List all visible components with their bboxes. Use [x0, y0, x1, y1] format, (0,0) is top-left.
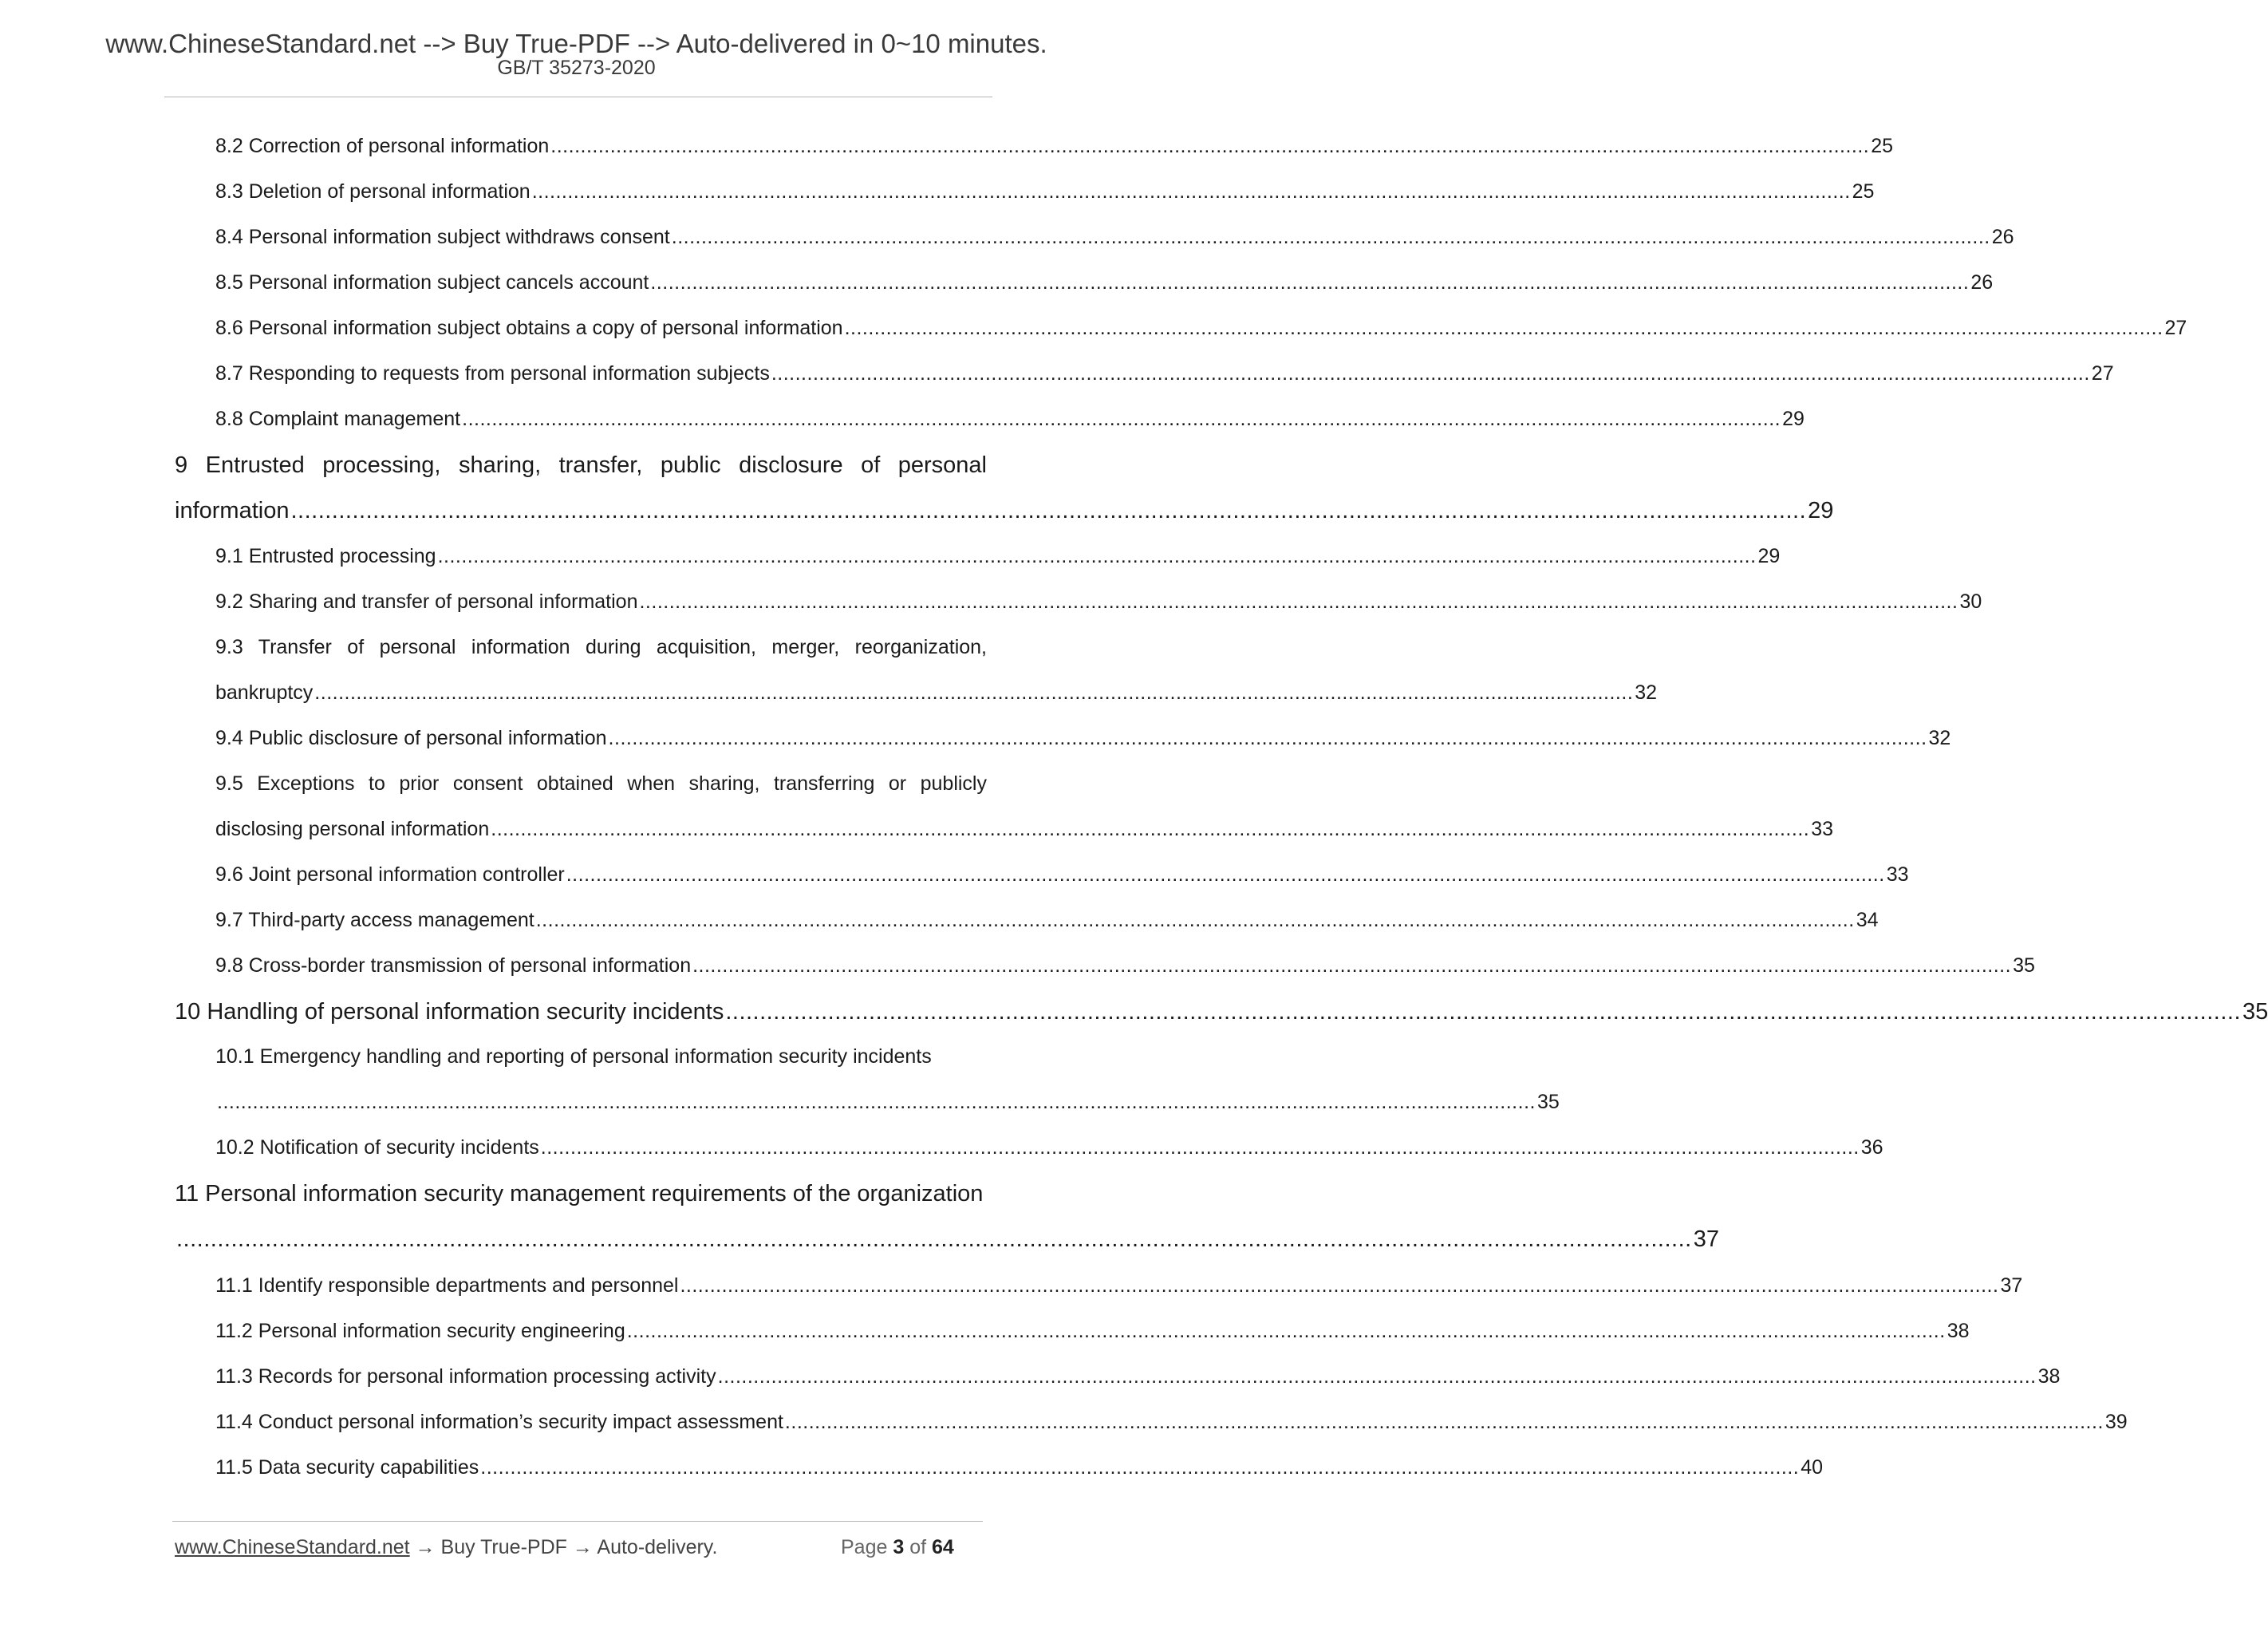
toc-leader: .............................................................................................................................................................................................................................. — [550, 135, 1870, 157]
toc-entry-title: 10.1 Emergency handling and reporting of personal information security incidents — [215, 1045, 932, 1068]
toc-entry[interactable] — [215, 1410, 2128, 1434]
toc-leader: .............................................................................................................................................................................................................................. — [314, 681, 1634, 704]
toc-leader: .............................................................................................................................................................................................................................. — [540, 1136, 1860, 1159]
toc-entry-page: 38 — [1947, 1320, 1970, 1342]
toc-leader: .............................................................................................................................................................................................................................. — [566, 863, 1885, 886]
toc-leader: .............................................................................................................................................................................................................................. — [717, 1365, 2037, 1388]
toc-entry-page: 27 — [2164, 317, 2187, 339]
toc-entry-title: 9.2 Sharing and transfer of personal information — [215, 590, 638, 613]
toc-chapter-line2[interactable] — [175, 497, 1834, 524]
toc-leader: .............................................................................................................................................................................................................................. — [626, 1320, 1946, 1342]
toc-entry-title: 11.5 Data security capabilities — [215, 1456, 479, 1479]
toc-entry-page: 32 — [1635, 681, 1658, 704]
footer-divider — [172, 1521, 983, 1522]
toc-entry[interactable] — [215, 1135, 1883, 1159]
toc-leader: .............................................................................................................................................................................................................................. — [462, 408, 1781, 430]
toc-leader: .............................................................................................................................................................................................................................. — [491, 818, 1810, 840]
toc-entry-title: 8.6 Personal information subject obtains a copy of personal information — [215, 317, 843, 339]
toc-leader: .............................................................................................................................................................................................................................. — [290, 498, 1807, 523]
toc-entry[interactable] — [215, 271, 1994, 294]
toc-entry-line2[interactable] — [215, 817, 1834, 841]
toc-entry-title: 10.2 Notification of security incidents — [215, 1136, 539, 1159]
toc-entry[interactable] — [215, 1455, 1824, 1479]
toc-entry-title-cont: bankruptcy — [215, 681, 314, 704]
toc-entry-page: 26 — [1991, 226, 2014, 248]
footer-promo — [175, 1536, 717, 1559]
toc-entry-page: 32 — [1928, 727, 1951, 749]
standard-code: GB/T 35273-2020 — [497, 57, 656, 79]
toc-entry-title: 9.5 Exceptions to prior consent obtained when sharing, transferring or publicly — [215, 772, 987, 795]
toc-entry-page: 25 — [1871, 135, 1894, 157]
toc-leader: .............................................................................................................................................................................................................................. — [725, 999, 2242, 1025]
toc-entry-title: 11.3 Records for personal information processing activity — [215, 1365, 716, 1388]
toc-entry-title: 8.7 Responding to requests from personal information subjects — [215, 362, 770, 385]
toc-entry-page: 35 — [2013, 954, 2035, 977]
toc-entry-line1[interactable] — [215, 772, 987, 796]
toc-entry-title: 9.3 Transfer of personal information during acquisition, merger, reorganization, — [215, 636, 987, 658]
site-banner: www.ChineseStandard.net --> Buy True-PDF --> Auto-delivered in 0~10 minutes. — [105, 29, 1047, 58]
toc-leader: .............................................................................................................................................................................................................................. — [784, 1411, 2104, 1433]
toc-chapter-title-cont: information — [175, 498, 290, 523]
toc-entry[interactable] — [215, 1319, 1970, 1343]
page-label: Page — [841, 1536, 888, 1558]
toc-chapter-line1[interactable] — [175, 1180, 987, 1207]
toc-entry-page: 33 — [1811, 818, 1834, 840]
toc-entry-title: 8.3 Deletion of personal information — [215, 180, 531, 203]
toc-leader: .............................................................................................................................................................................................................................. — [217, 1091, 1536, 1113]
toc-entry-page: 30 — [1959, 590, 1982, 613]
toc-entry-title: 11.2 Personal information security engineering — [215, 1320, 625, 1342]
page-of: of — [909, 1536, 927, 1558]
toc-chapter-title: 9 Entrusted processing, sharing, transfer, public disclosure of personal — [175, 452, 987, 478]
page-total: 64 — [932, 1536, 954, 1558]
toc-entry-page: 37 — [1693, 1226, 1719, 1252]
toc-entry-page: 33 — [1886, 863, 1909, 886]
toc-leader: .............................................................................................................................................................................................................................. — [680, 1274, 1999, 1297]
toc-entry[interactable] — [215, 726, 1951, 750]
toc-entry[interactable] — [215, 954, 2035, 977]
toc-entry-title-cont: disclosing personal information — [215, 818, 490, 840]
toc-leader: .............................................................................................................................................................................................................................. — [531, 180, 1851, 203]
toc-entry[interactable] — [215, 225, 2014, 249]
toc-entry[interactable] — [215, 180, 1875, 203]
footer-promo-text: → Buy True-PDF → Auto-delivery. — [409, 1536, 718, 1558]
toc-entry[interactable] — [215, 316, 2187, 340]
toc-entry-page: 35 — [2242, 999, 2268, 1025]
toc-entry-page: 39 — [2104, 1411, 2128, 1433]
toc-leader: .............................................................................................................................................................................................................................. — [650, 271, 1970, 294]
toc-leader: .............................................................................................................................................................................................................................. — [437, 545, 1757, 567]
toc-entry-page: 40 — [1801, 1456, 1824, 1479]
toc-leader: .............................................................................................................................................................................................................................. — [176, 1226, 1692, 1252]
toc-entry-page: 29 — [1808, 498, 1834, 523]
toc-chapter-line1[interactable] — [175, 452, 987, 479]
toc-entry-title: 11.4 Conduct personal information’s security impact assessment — [215, 1411, 783, 1433]
toc-entry-title: 8.2 Correction of personal information — [215, 135, 550, 157]
toc-entry-page: 36 — [1860, 1136, 1883, 1159]
toc-entry-title: 9.1 Entrusted processing — [215, 545, 436, 567]
toc-entry-line1[interactable] — [215, 1045, 987, 1068]
toc-leader: .............................................................................................................................................................................................................................. — [692, 954, 2012, 977]
footer-site-link[interactable]: www.ChineseStandard.net — [175, 1536, 410, 1558]
toc-chapter-line2[interactable] — [175, 1226, 1719, 1253]
toc-entry-title: 9.8 Cross-border transmission of personal information — [215, 954, 692, 977]
toc-entry-title: 8.4 Personal information subject withdraws consent — [215, 226, 670, 248]
toc-entry-page: 38 — [2037, 1365, 2061, 1388]
toc-entry[interactable] — [215, 134, 1894, 158]
toc-leader: .............................................................................................................................................................................................................................. — [608, 727, 1927, 749]
toc-entry-page: 29 — [1757, 545, 1781, 567]
toc-leader: .............................................................................................................................................................................................................................. — [535, 909, 1855, 931]
toc-entry-title: 9.7 Third-party access management — [215, 909, 534, 931]
page-current: 3 — [893, 1536, 905, 1558]
toc-entry-page: 25 — [1852, 180, 1875, 203]
toc-entry[interactable] — [215, 863, 1909, 887]
toc-chapter[interactable] — [175, 998, 2268, 1025]
toc-entry[interactable] — [215, 361, 2114, 385]
toc-entry[interactable] — [215, 590, 1982, 614]
toc-leader: .............................................................................................................................................................................................................................. — [844, 317, 2163, 339]
toc-chapter-title: 10 Handling of personal information security incidents — [175, 999, 724, 1025]
toc-chapter-title: 11 Personal information security management requirements of the organization — [175, 1181, 984, 1206]
toc-leader: .............................................................................................................................................................................................................................. — [771, 362, 2090, 385]
toc-entry-page: 37 — [2000, 1274, 2023, 1297]
toc-entry-title: 8.8 Complaint management — [215, 408, 461, 430]
toc-entry[interactable] — [215, 407, 1805, 431]
toc-entry-line2[interactable] — [215, 681, 1658, 705]
toc-entry-title: 9.4 Public disclosure of personal information — [215, 727, 607, 749]
toc-entry-page: 26 — [1970, 271, 1994, 294]
page-indicator — [841, 1536, 954, 1559]
toc-entry[interactable] — [215, 1364, 2061, 1388]
toc-entry-line2[interactable] — [215, 1090, 1560, 1114]
toc-leader: .............................................................................................................................................................................................................................. — [639, 590, 1958, 613]
toc-entry-page: 35 — [1536, 1091, 1560, 1113]
toc-leader: .............................................................................................................................................................................................................................. — [671, 226, 1990, 248]
toc-entry-title: 8.5 Personal information subject cancels account — [215, 271, 649, 294]
toc-entry-page: 27 — [2091, 362, 2114, 385]
toc-entry-page: 34 — [1856, 909, 1879, 931]
toc-leader: .............................................................................................................................................................................................................................. — [480, 1456, 1800, 1479]
toc-entry[interactable] — [215, 544, 1781, 568]
toc-entry-page: 29 — [1782, 408, 1805, 430]
toc-entry[interactable] — [215, 908, 1879, 932]
toc-entry-title: 11.1 Identify responsible departments and personnel — [215, 1274, 679, 1297]
toc-entry-title: 9.6 Joint personal information controller — [215, 863, 565, 886]
toc-entry-line1[interactable] — [215, 635, 987, 659]
toc-entry[interactable] — [215, 1274, 2023, 1297]
